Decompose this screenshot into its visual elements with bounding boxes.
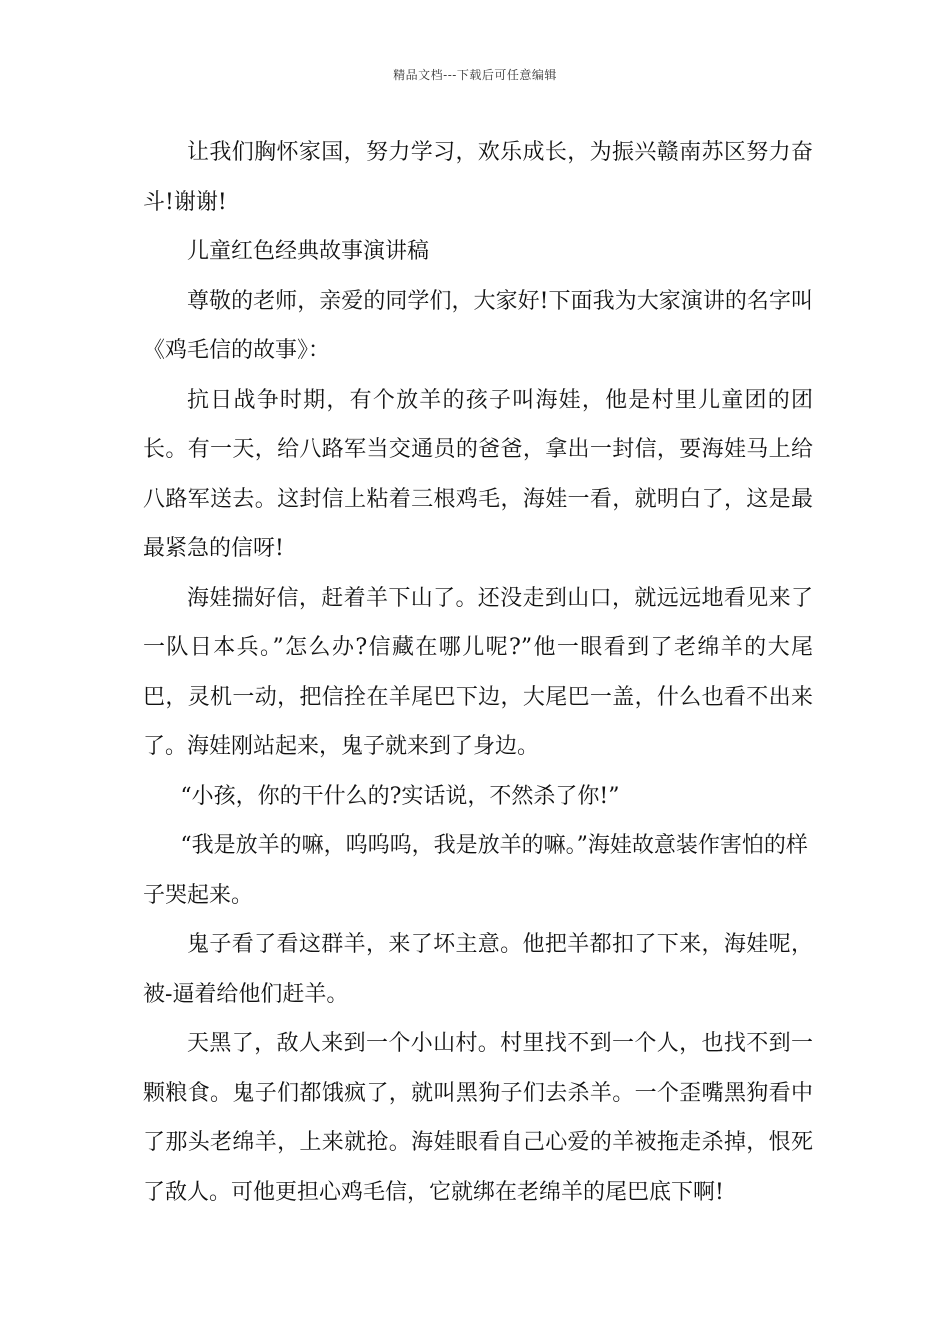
paragraph-story-intro: 抗日战争时期，有个放羊的孩子叫海娃，他是村里儿童团的团长。有一天，给八路军当交通员的爸爸，拿出一封信，要海娃马上给八路军送去。这封信上粘着三根鸡毛，海娃一看，就明白了，这是最最紧急的信呀! [143, 387, 813, 561]
paragraph-greeting: 尊敬的老师，亲爱的同学们，大家好!下面我为大家演讲的名字叫《鸡毛信的故事》： [143, 288, 813, 363]
paragraph-haiwa-quote: “我是放羊的嘛，呜呜呜，我是放羊的嘛。”海娃故意装作害怕的样子哭起来。 [143, 833, 808, 908]
paragraph-closing: 让我们胸怀家国，努力学习，欢乐成长，为振兴赣南苏区努力奋斗!谢谢! [143, 140, 813, 215]
paragraph-soldier-quote: “小孩，你的干什么的?实话说，不然杀了你!” [180, 783, 620, 809]
paragraph-sheep-seized: 鬼子看了看这群羊，来了坏主意。他把羊都扣了下来，海娃呢，被-逼着给他们赶羊。 [143, 932, 813, 1007]
speech-title: 儿童红色经典故事演讲稿 [187, 239, 430, 264]
paragraph-hiding-letter: 海娃揣好信，赶着羊下山了。还没走到山口，就远远地看见来了一队日本兵。”怎么办?信藏在哪儿呢?”他一眼看到了老绵羊的大尾巴，灵机一动，把信拴在羊尾巴下边，大尾巴一盖，什么也看不出来了。海娃刚站起来，鬼子就来到了身边。 [143, 585, 813, 759]
page-header: 精品文档---下载后可任意编辑 [393, 68, 557, 82]
document-body [143, 128, 813, 1217]
paragraph-nightfall: 天黑了，敌人来到一个小山村。村里找不到一个人，也找不到一颗粮食。鬼子们都饿疯了，就叫黑狗子们去杀羊。一个歪嘴黑狗看中了那头老绵羊，上来就抢。海娃眼看自己心爱的羊被拖走杀掉，恨死了敌人。可他更担心鸡毛信，它就绑在老绵羊的尾巴底下啊! [143, 1031, 813, 1205]
